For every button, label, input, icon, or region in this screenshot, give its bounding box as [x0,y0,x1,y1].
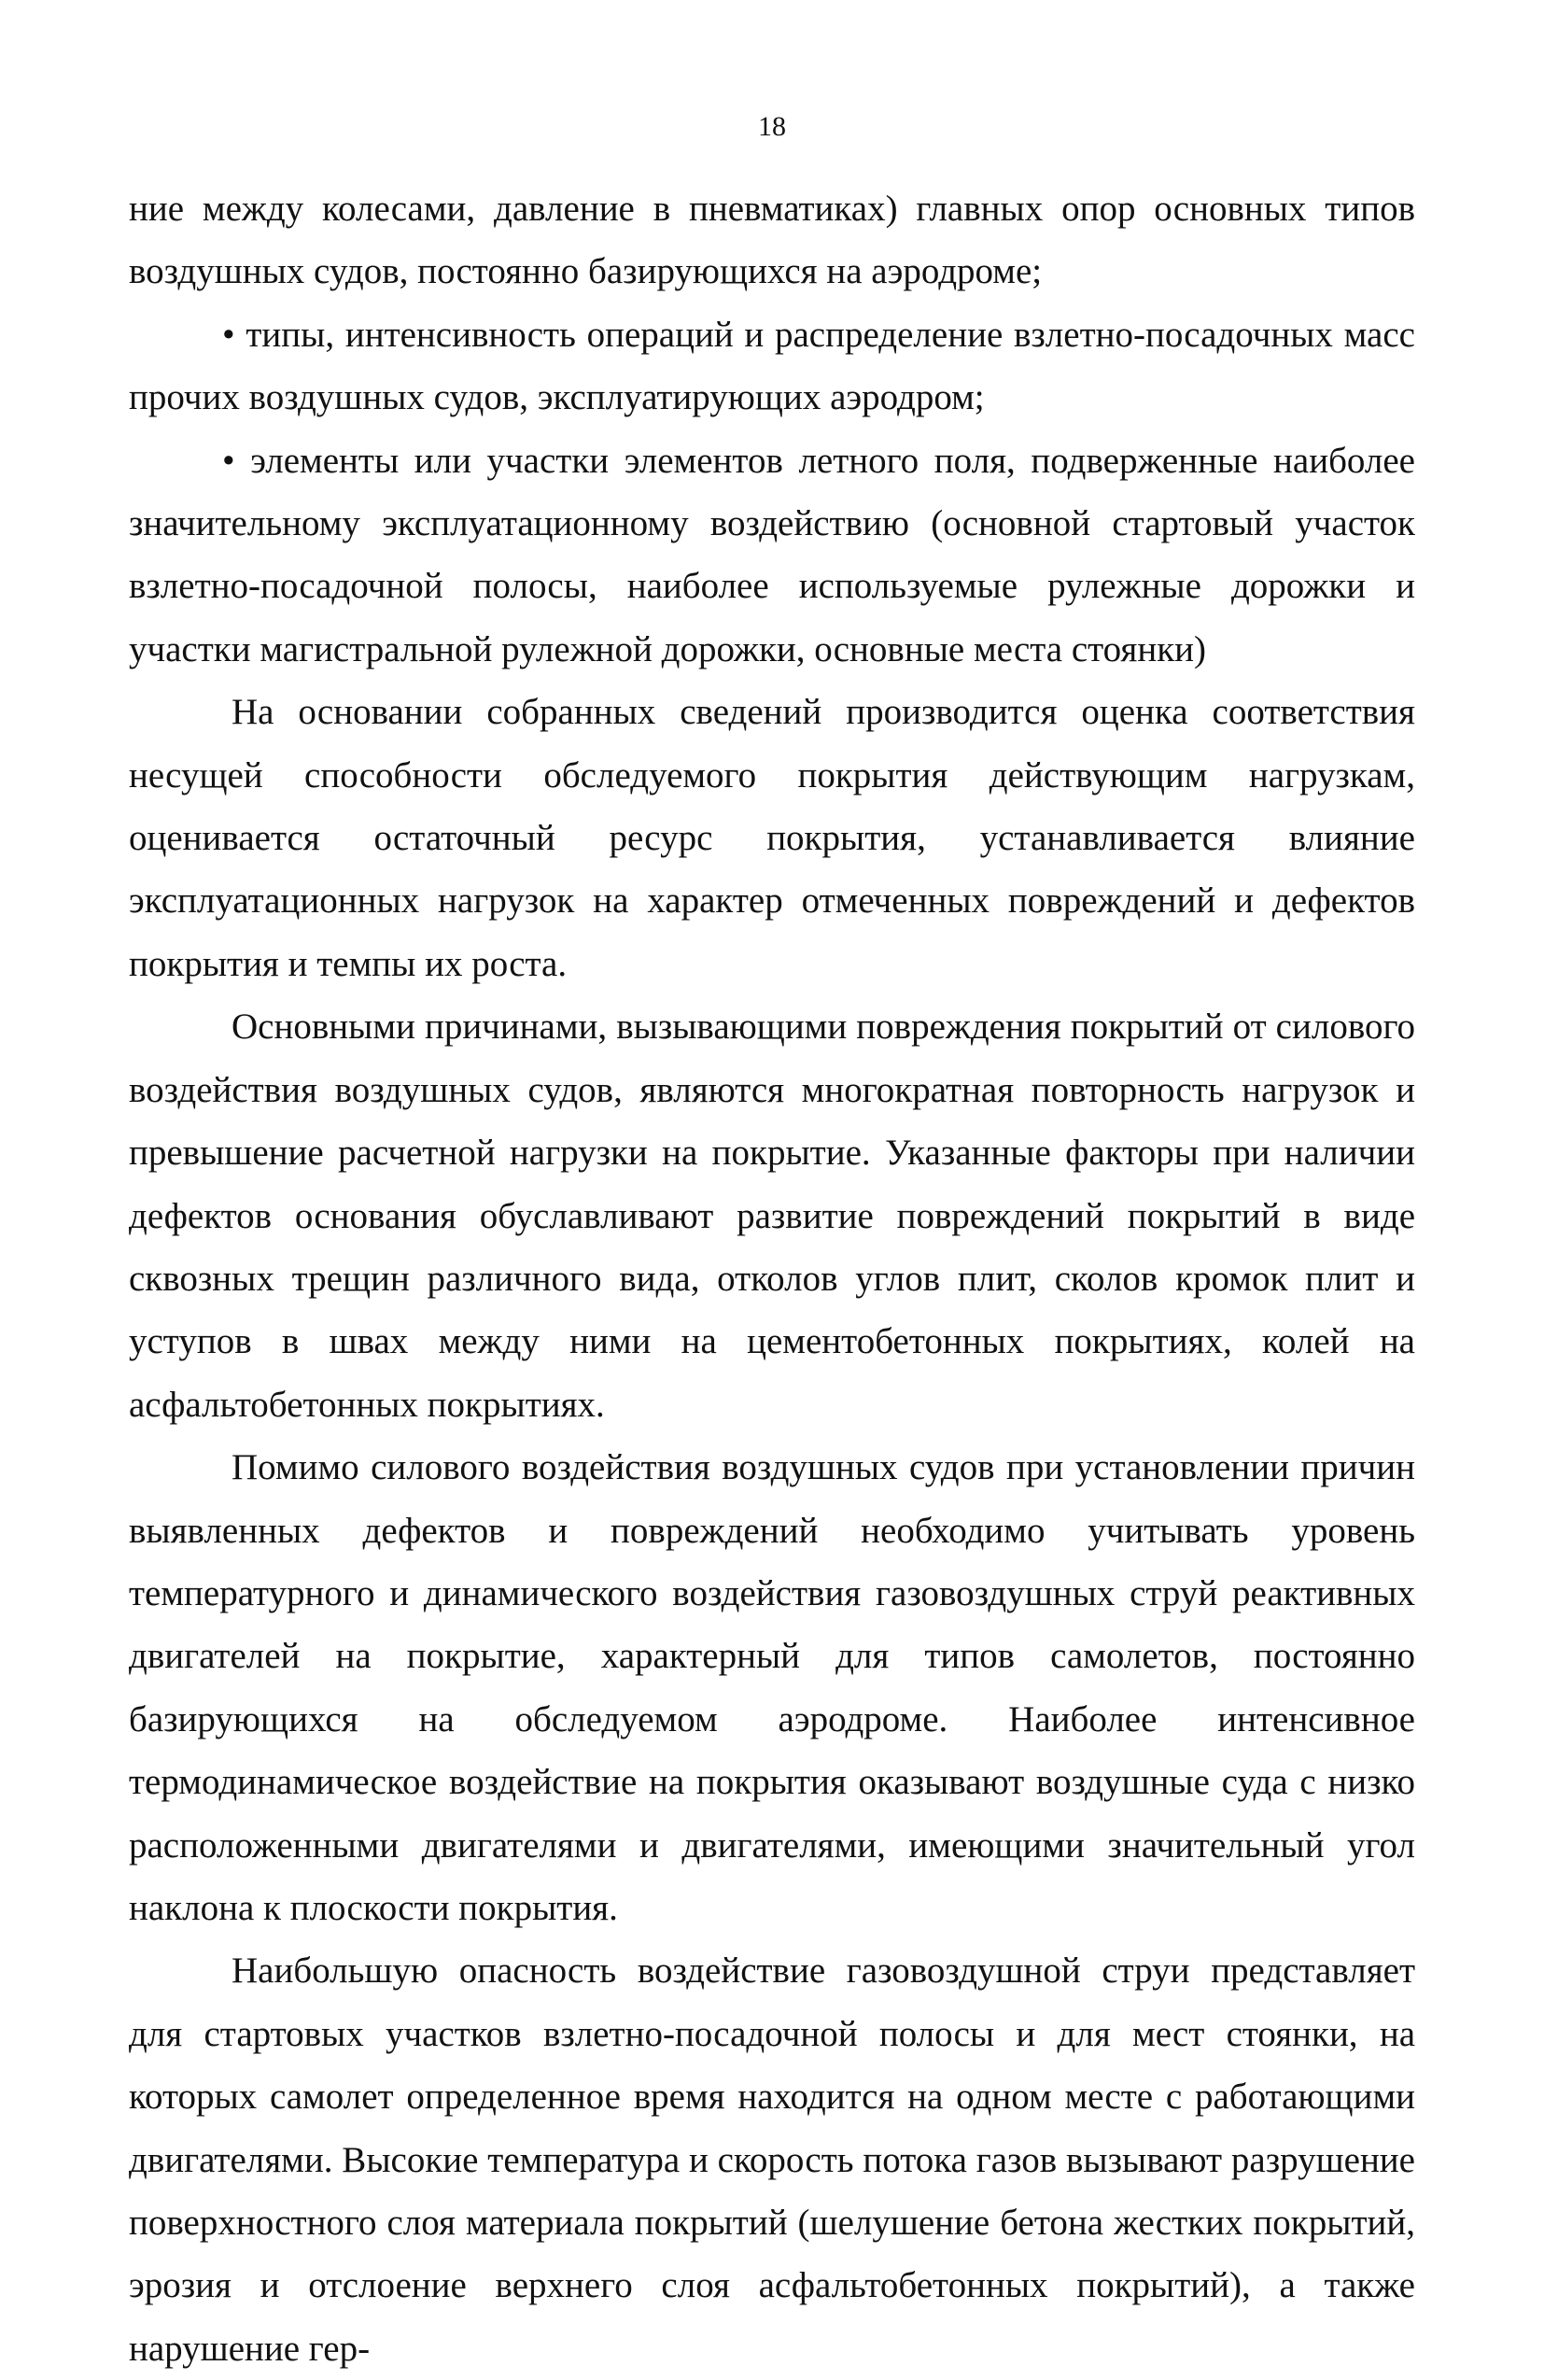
paragraph-assessment: На основании собранных сведений производится оценка соответствия несущей способности обследуемого покрытия действующим нагрузкам, оценивается остаточный ресурс покрытия, устанавливается влияние эксплуатационных нагрузок на характер отмеченных повреждений и дефектов покрытия и темпы их роста. [129,692,1415,984]
page-number: 18 [758,111,786,142]
paragraph-danger-zones: Наибольшую опасность воздействие газовоздушной струи представляет для стартовых участков взлетно-посадочной полосы и для мест стоянки, на которых самолет определенное время находится на одном месте с работающими двигателями. Высокие температура и скорость потока газов вызывают разрушение поверхностного слоя материала покрытий (шелушение бетона жестких покрытий, эрозия и отслоение верхнего слоя асфальтобетонных покрытий), а также нарушение гер- [129,1950,1415,2369]
bullet-item-aircraft-types: • типы, интенсивность операций и распределение взлетно-посадочных масс прочих воздушных судов, эксплуатирующих аэродром; [129,314,1415,418]
bullet-item-airfield-elements: • элементы или участки элементов летного поля, подверженные наиболее значительному эксплуатационному воздействию (основной стартовый участок взлетно-посадочной полосы, наиболее используемые рулежные дорожки и участки магистральной рулежной дорожки, основные места стоянки) [129,440,1415,669]
paragraph-damage-causes: Основными причинами, вызывающими повреждения покрытий от силового воздействия воздушных судов, являются многократная повторность нагрузок и превышение расчетной нагрузки на покрытие. Указанные факторы при наличии дефектов основания обуславливают развитие повреждений покрытий в виде сквозных трещин различного вида, отколов углов плит, сколов кромок плит и уступов в швах между ними на цементобетонных покрытиях, колей на асфальтобетонных покрытиях. [129,1007,1415,1425]
paragraph-continuation: ние между колесами, давление в пневматиках) главных опор основных типов воздушных судов, постоянно базирующихся на аэродроме; [129,189,1415,292]
document-body [129,177,1415,2380]
paragraph-jet-impact: Помимо силового воздействия воздушных судов при установлении причин выявленных дефектов и повреждений необходимо учитывать уровень температурного и динамического воздействия газовоздушных струй реактивных двигателей на покрытие, характерный для типов самолетов, постоянно базирующихся на обследуемом аэродроме. Наиболее интенсивное термодинамическое воздействие на покрытия оказывают воздушные суда с низко расположенными двигателями и двигателями, имеющими значительный угол наклона к плоскости покрытия. [129,1447,1415,1928]
